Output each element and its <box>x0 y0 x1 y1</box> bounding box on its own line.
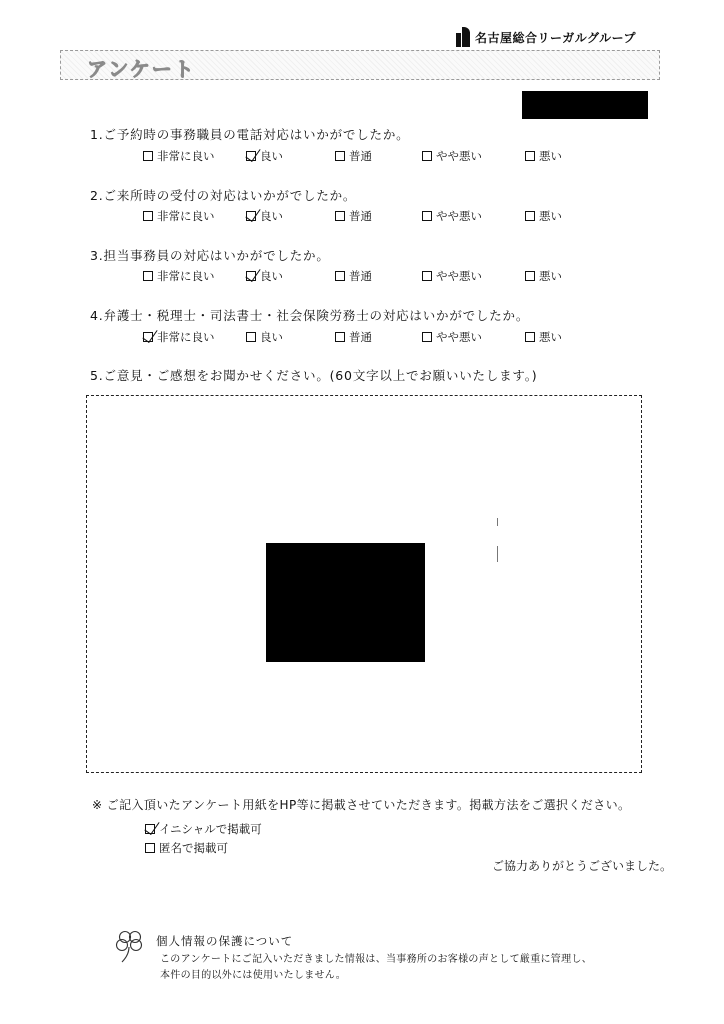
question-2: 2.ご来所時の受付の対応はいかがでしたか。 <box>90 188 357 203</box>
q3-option-good[interactable]: 良い <box>246 268 283 284</box>
form-title-banner <box>60 50 660 80</box>
q4-option-very-good[interactable]: 非常に良い <box>143 329 215 345</box>
question-2-options <box>0 208 724 226</box>
q3-option-very-good[interactable]: 非常に良い <box>143 268 215 284</box>
question-3: 3.担当事務員の対応はいかがでしたか。 <box>90 248 330 263</box>
publish-initials-option[interactable]: イニシャルで掲載可 <box>145 821 262 837</box>
checkbox-checked-icon[interactable] <box>246 271 256 281</box>
checkbox-icon[interactable] <box>145 843 155 853</box>
q2-option-bad[interactable]: 悪い <box>525 208 562 224</box>
group-name: 名古屋総合リーガルグループ <box>475 30 637 45</box>
scan-mark <box>497 546 498 562</box>
publication-note: ※ ご記入頂いたアンケート用紙をHP等に掲載させていただきます。掲載方法をご選択ください。 <box>92 798 631 812</box>
checkbox-icon[interactable] <box>143 211 153 221</box>
q1-option-somewhat-bad[interactable]: やや悪い <box>422 148 482 164</box>
redaction-block-comment <box>266 543 425 662</box>
question-1-options <box>0 148 724 166</box>
checkbox-checked-icon[interactable] <box>246 151 256 161</box>
privacy-title: 個人情報の保護について <box>156 934 294 948</box>
question-5: 5.ご意見・ご感想をお聞かせください。(60文字以上でお願いいたします。) <box>90 368 538 383</box>
form-title: アンケート <box>87 57 196 80</box>
checkbox-icon[interactable] <box>422 271 432 281</box>
publish-anonymous-option[interactable]: 匿名で掲載可 <box>145 840 228 856</box>
thanks-message: ご協力ありがとうございました。 <box>492 859 673 873</box>
checkbox-icon[interactable] <box>525 332 535 342</box>
q4-option-bad[interactable]: 悪い <box>525 329 562 345</box>
q3-option-somewhat-bad[interactable]: やや悪い <box>422 268 482 284</box>
q1-option-average[interactable]: 普通 <box>335 148 372 164</box>
checkbox-icon[interactable] <box>246 332 256 342</box>
checkbox-icon[interactable] <box>143 271 153 281</box>
q4-option-somewhat-bad[interactable]: やや悪い <box>422 329 482 345</box>
q3-option-average[interactable]: 普通 <box>335 268 372 284</box>
checkbox-checked-icon[interactable] <box>246 211 256 221</box>
question-1: 1.ご予約時の事務職員の電話対応はいかがでしたか。 <box>90 127 410 142</box>
q3-option-bad[interactable]: 悪い <box>525 268 562 284</box>
q1-option-good[interactable]: 良い <box>246 148 283 164</box>
checkbox-icon[interactable] <box>335 151 345 161</box>
logo-mark-icon <box>456 27 470 47</box>
checkbox-icon[interactable] <box>335 332 345 342</box>
q4-option-good[interactable]: 良い <box>246 329 283 345</box>
question-4: 4.弁護士・税理士・司法書士・社会保険労務士の対応はいかがでしたか。 <box>90 308 530 323</box>
q2-option-very-good[interactable]: 非常に良い <box>143 208 215 224</box>
privacy-line-1: このアンケートにご記入いただきました情報は、当事務所のお客様の声として厳重に管理し、 <box>160 954 592 965</box>
redaction-block-top <box>522 91 648 119</box>
q4-option-average[interactable]: 普通 <box>335 329 372 345</box>
q2-option-good[interactable]: 良い <box>246 208 283 224</box>
group-logo <box>456 26 636 48</box>
checkbox-icon[interactable] <box>335 211 345 221</box>
checkbox-icon[interactable] <box>422 332 432 342</box>
checkbox-checked-icon[interactable] <box>143 332 153 342</box>
q2-option-average[interactable]: 普通 <box>335 208 372 224</box>
checkbox-icon[interactable] <box>422 151 432 161</box>
scan-mark <box>497 518 498 526</box>
q2-option-somewhat-bad[interactable]: やや悪い <box>422 208 482 224</box>
checkbox-checked-icon[interactable] <box>145 824 155 834</box>
checkbox-icon[interactable] <box>335 271 345 281</box>
checkbox-icon[interactable] <box>525 211 535 221</box>
question-3-options <box>0 268 724 286</box>
checkbox-icon[interactable] <box>422 211 432 221</box>
question-4-options <box>0 329 724 347</box>
checkbox-icon[interactable] <box>143 151 153 161</box>
privacy-line-2: 本件の目的以外には使用いたしません。 <box>160 970 346 981</box>
q1-option-bad[interactable]: 悪い <box>525 148 562 164</box>
q1-option-very-good[interactable]: 非常に良い <box>143 148 215 164</box>
clover-icon <box>114 928 146 964</box>
checkbox-icon[interactable] <box>525 151 535 161</box>
checkbox-icon[interactable] <box>525 271 535 281</box>
